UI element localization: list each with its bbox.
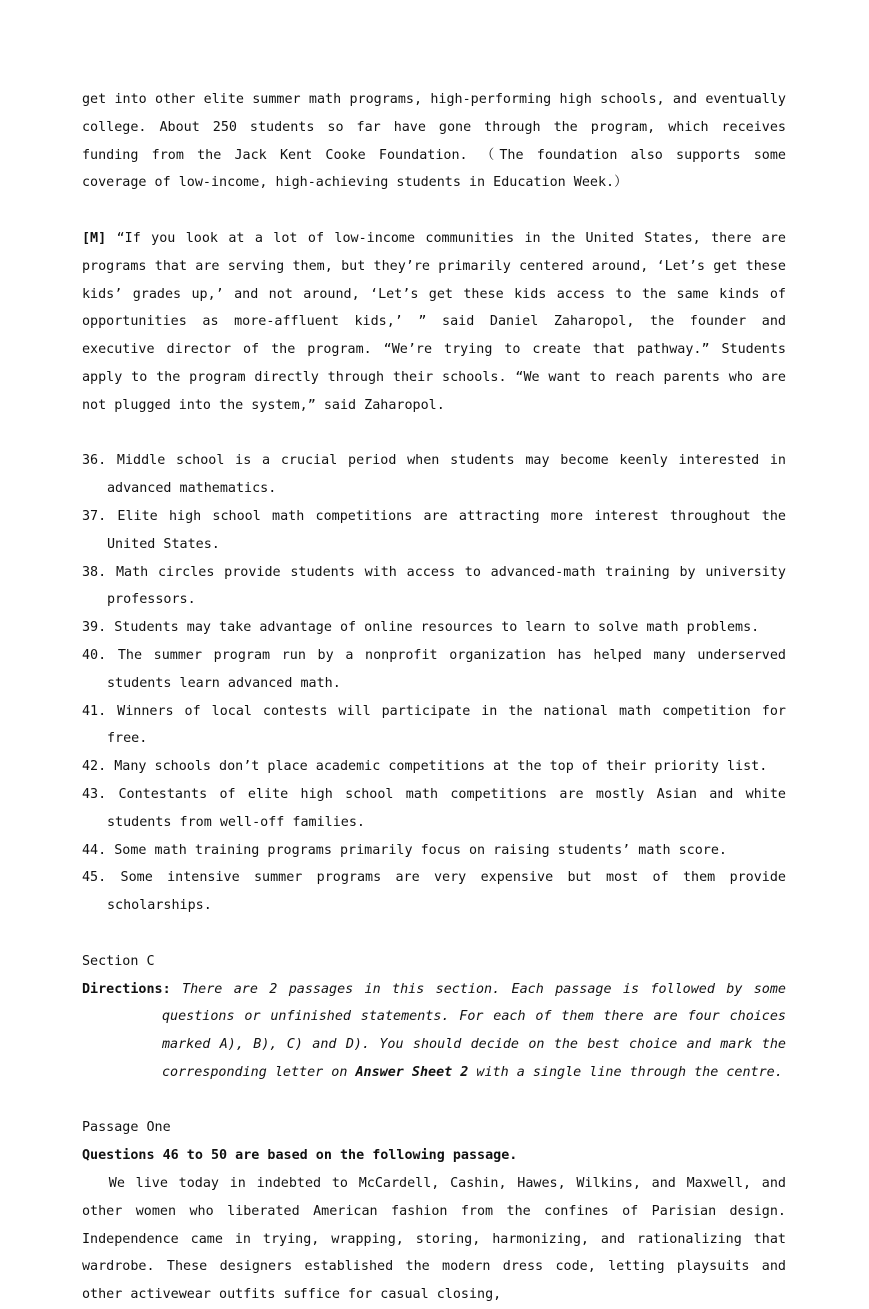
passage-one-paragraph: We live today in indebted to McCardell, Cashin, Hawes, Wilkins, and Maxwell, and other women who liberated American fashion from the confines of Parisian design. Independence came in trying, wrapping, storing, harmonizing, and rationalizing that wardrobe. These designers established the modern dress code, letting playsuits and other activewear outfits suffice for casual closing, — [82, 1176, 786, 1303]
statement-45: 45. Some intensive summer programs are very expensive but most of them provide scholarships. — [82, 870, 786, 914]
paragraph-m-text: “If you look at a lot of low-income communities in the United States, there are programs that are serving them, but they’re primarily centered around, ‘Let’s get these kids’ grades up,’ and not around, ‘Let’s get these kids access to the same kinds of opportunities as more-affluent kids,’ ” said Daniel Zaharopol, the founder and executive director of the program. “We’re trying to create that pathway.” Students apply to the program directly through their schools. “We want to reach parents who are not plugged into the system,” said Zaharopol. — [82, 230, 786, 413]
directions-label: Directions: — [82, 981, 171, 997]
passage-end-paragraph: get into other elite summer math programs, high-performing high schools, and eventually college. About 250 students so far have gone through the program, which receives funding from the Jack Kent Cooke Foundation. （The foundation also supports some coverage of low-income, high-achieving students in Education Week.） — [82, 92, 786, 191]
statement-43: 43. Contestants of elite high school math competitions are mostly Asian and white students from well-off families. — [82, 786, 786, 830]
paragraph-label: [M] — [82, 230, 107, 246]
answer-sheet-emphasis: Answer Sheet 2 — [355, 1064, 469, 1080]
statement-42: 42. Many schools don’t place academic competitions at the top of their priority list. — [82, 759, 768, 775]
statement-44: 44. Some math training programs primarily focus on raising students’ math score. — [82, 842, 727, 858]
passage-heading: Passage One — [82, 1120, 171, 1136]
spacer — [82, 197, 786, 225]
spacer — [82, 920, 786, 948]
directions-text: There are 2 passages in this section. Each passage is followed by some questions or unfinished statements. For each of them there are four choices marked A), B), C) and D). You should decide on the best choice and mark the corresponding letter on — [162, 981, 786, 1080]
spacer — [82, 420, 786, 448]
passage-subheading: Questions 46 to 50 are based on the following passage. — [82, 1148, 518, 1164]
statement-37: 37. Elite high school math competitions are attracting more interest throughout the United States. — [82, 508, 786, 552]
statement-36: 36. Middle school is a crucial period when students may become keenly interested in advanced mathematics. — [82, 453, 786, 497]
directions-text-end: with a single line through the centre. — [468, 1064, 783, 1080]
spacer — [82, 1087, 786, 1115]
section-heading: Section C — [82, 953, 155, 969]
statement-38: 38. Math circles provide students with access to advanced-math training by university professors. — [82, 564, 786, 608]
paragraph-m — [82, 225, 786, 420]
statement-41: 41. Winners of local contests will participate in the national math competition for free. — [82, 703, 786, 747]
statement-list — [82, 447, 786, 920]
statement-40: 40. The summer program run by a nonprofit organization has helped many underserved students learn advanced math. — [82, 647, 786, 691]
directions — [82, 976, 786, 1087]
statement-39: 39. Students may take advantage of online resources to learn to solve math problems. — [82, 620, 760, 636]
document-page — [82, 86, 786, 1309]
